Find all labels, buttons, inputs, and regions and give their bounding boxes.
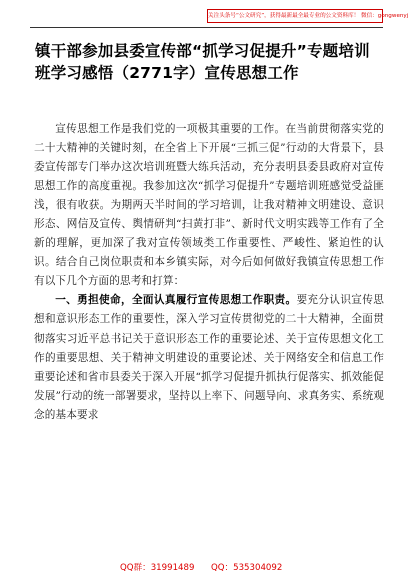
- paragraph-intro: 宣传思想工作是我们党的一项极其重要的工作。在当前贯彻落实党的二十大精神的关键时刻，在全省上下开展“三抓三促”行动的大背景下，县委宣传部专门举办这次培训班暨大练兵活动，充分表明县委县政府对宣传思想工作的高度重视。我参加这次“抓学习促提升”专题培训班感觉受益匪浅，很有收获。为期两天半时间的学习培训，让我对精神文明建设、意识形态、网信及宣传、舆情研判“扫黄打非”、新时代文明实践等工作有了全新的理解，更加深了我对宣传领域类工作重要性、严峻性、紧迫性的认识。结合自己岗位职责和本乡镇实际，对今后如何做好我镇宣传思想工作有以下几个方面的思考和打算：: [34, 123, 384, 288]
- header-banner: 关注头条号“公文研究”，获得最新最全最专业的公文资料库！ 微信：gongwenyj: [207, 9, 383, 23]
- header-divider: [30, 27, 383, 28]
- document-title: 镇干部参加县委宣传部“抓学习促提升”专题培训班学习感悟（2771字）宣传思想工作: [35, 42, 370, 82]
- document-body: [34, 120, 384, 425]
- footer: [0, 561, 408, 575]
- section-1-text: 要充分认识宣传思想和意识形态工作的重要性，深入学习宣传贯彻党的二十大精神，全面贯彻落实习近平总书记关于意识形态工作的重要论述、关于宣传思想文化工作的重要思想、关于精神文明建设的重要论述、关于网络安全和信息工作重要论述和省市县委关于深入开展“抓学习促提升抓执行促落实、抓效能促发展”行动的统一部署要求，坚持以上率下、问题导向、求真务实、系统观念的基本要求: [34, 294, 384, 421]
- qq-group-number: QQ群：31991489: [120, 563, 195, 573]
- section-1-heading: 一、勇担使命，全面认真履行宣传思想工作职责。: [55, 294, 297, 307]
- qq-contact-number: QQ：535304092: [211, 563, 283, 573]
- paragraph-section-1: [34, 291, 384, 424]
